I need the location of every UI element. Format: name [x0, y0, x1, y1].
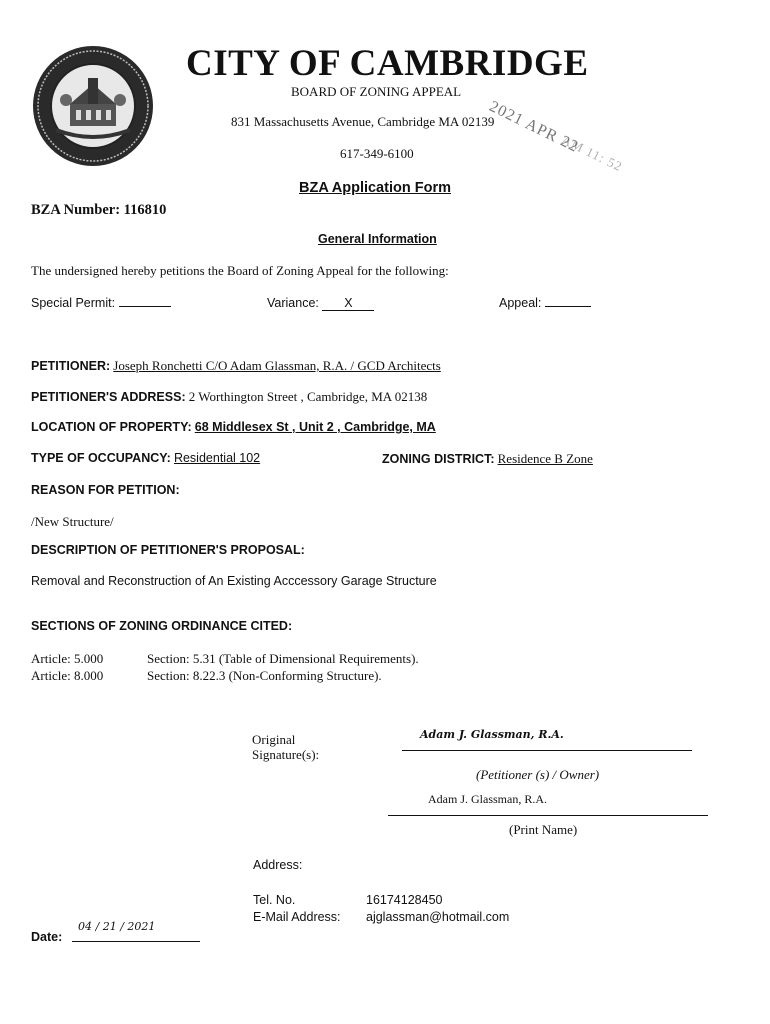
petitioner-address-value: 2 Worthington Street , Cambridge, MA 02138	[188, 389, 428, 404]
appeal-label: Appeal:	[499, 296, 542, 310]
petitioner-address-label: PETITIONER'S ADDRESS:	[31, 390, 186, 404]
date-line	[72, 941, 200, 942]
appeal-value	[545, 306, 591, 307]
article-2: Article: 8.000	[31, 668, 104, 683]
print-name-value: Adam J. Glassman, R.A.	[428, 792, 547, 806]
location-label: LOCATION OF PROPERTY:	[31, 420, 192, 434]
article-1: Article: 5.000	[31, 651, 104, 666]
location-value: 68 Middlesex St , Unit 2 , Cambridge, MA	[194, 420, 436, 434]
variance-field	[267, 296, 374, 311]
reason-label: REASON FOR PETITION:	[31, 483, 180, 497]
received-stamp-date: 2021 APR 22	[486, 98, 582, 156]
city-title: CITY OF CAMBRIDGE	[186, 43, 589, 84]
original-label: Original	[252, 732, 296, 747]
section-2: Section: 8.22.3 (Non-Conforming Structure).	[147, 668, 382, 683]
occupancy-label: TYPE OF OCCUPANCY:	[31, 451, 171, 465]
variance-label: Variance:	[267, 296, 319, 310]
bza-number	[31, 202, 166, 219]
email-label: E-Mail Address:	[253, 910, 341, 924]
petitioner-value: Joseph Ronchetti C/O Adam Glassman, R.A. / GCD Architects	[113, 358, 441, 373]
reason-value: /New Structure/	[31, 514, 114, 529]
zoning-district-label: ZONING DISTRICT:	[382, 452, 495, 466]
section-general-information: General Information	[318, 232, 437, 246]
petitioner-label: PETITIONER:	[31, 359, 111, 373]
variance-value: X	[322, 296, 374, 311]
address-label: Address:	[253, 858, 303, 872]
form-title: BZA Application Form	[299, 180, 451, 196]
petitioner-address-row	[31, 389, 427, 405]
print-name-caption: (Print Name)	[509, 822, 578, 837]
date-label: Date:	[31, 930, 63, 944]
board-name: BOARD OF ZONING APPEAL	[291, 84, 462, 99]
office-address: 831 Massachusetts Avenue, Cambridge MA 02139	[231, 114, 495, 129]
signatures-label: Signature(s):	[252, 747, 320, 762]
office-phone: 617-349-6100	[340, 146, 414, 161]
special-permit-value	[119, 306, 171, 307]
tel-value: 16174128450	[366, 893, 443, 907]
bza-number-label: BZA Number:	[31, 202, 121, 218]
received-stamp-time: AM 11: 52	[559, 132, 625, 175]
petitioner-row	[31, 358, 441, 374]
signature-line	[402, 750, 692, 751]
description-value: Removal and Reconstruction of An Existing Acccessory Garage Structure	[31, 574, 437, 588]
email-value: ajglassman@hotmail.com	[366, 910, 510, 924]
handwritten-signature: Adam J. Glassman, R.A.	[420, 728, 564, 741]
appeal-field	[499, 296, 591, 310]
sections-label: SECTIONS OF ZONING ORDINANCE CITED:	[31, 619, 293, 633]
location-row	[31, 420, 436, 435]
description-label: DESCRIPTION OF PETITIONER'S PROPOSAL:	[31, 543, 305, 557]
tel-label: Tel. No.	[253, 893, 296, 907]
petitioner-owner-caption: (Petitioner (s) / Owner)	[476, 767, 600, 782]
special-permit-field	[31, 296, 171, 310]
occupancy-value: Residential 102	[173, 451, 261, 465]
bza-number-value: 116810	[123, 202, 167, 218]
zoning-district-value: Residence B Zone	[497, 451, 593, 466]
occupancy-row	[31, 451, 260, 466]
date-value: 04 / 21 / 2021	[78, 920, 156, 933]
print-name-line	[388, 815, 708, 816]
petition-statement: The undersigned hereby petitions the Board of Zoning Appeal for the following:	[31, 263, 449, 278]
city-seal-logo	[30, 44, 156, 168]
special-permit-label: Special Permit:	[31, 296, 116, 310]
zoning-district-row	[382, 451, 593, 467]
section-1: Section: 5.31 (Table of Dimensional Requirements).	[147, 651, 419, 666]
